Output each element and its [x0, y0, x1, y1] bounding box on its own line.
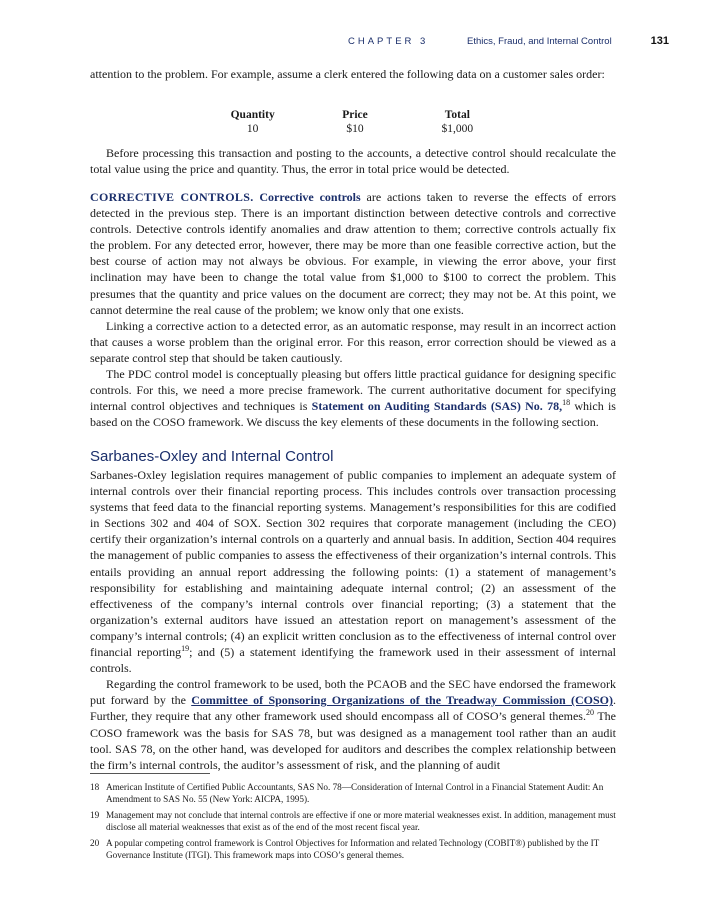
footnote-number: 19: [90, 809, 100, 820]
sas78-term: Statement on Auditing Standards (SAS) No. 78,: [311, 399, 563, 414]
footnote-19: [90, 809, 618, 834]
sales-order-table: [210, 108, 500, 136]
detective-text: Before processing this transaction and posting to the accounts, a detective control should recalculate the total value using the price and quantity. Thus, the error in total price would be detected.: [90, 146, 616, 177]
intro-paragraph: [90, 66, 616, 82]
header-total: Total: [444, 109, 470, 121]
sox-p2-text-b: . Further, they require that any other framework used should encompass all of COSO’s general themes.: [90, 693, 616, 724]
corrective-term: Corrective controls: [259, 190, 361, 204]
corrective-p1-text: are actions taken to reverse the effects of errors detected in the previous step. There is an important distinction between detective controls and corrective controls. Detective controls identify anomalies and draw attention to them; corrective controls actually fix the problem. For any detected error, however, there may be more than one feasible corrective action, but the best course of action may not always be obvious. For example, in viewing the error above, your first inclination may have been to change the total value from $1,000 to $100 to correct the problem. This presumes that the quantity and price values on the document are correct; they may not be. At this point, we cannot determine the real cause of the problem; we know only that one exists.: [90, 190, 617, 317]
footnote-text: A popular competing control framework is Control Objectives for Information and related Technology (COBIT®) published by the IT Governance Institute (ITGI). This framework maps into COSO’s general themes.: [106, 837, 600, 861]
footnote-number: 20: [90, 837, 100, 848]
footnote-text: Management may not conclude that internal controls are effective if one or more material weaknesses exist. In addition, management must disclose all material weaknesses that exist as of the end of the most recent fiscal year.: [106, 809, 616, 833]
header-quantity: Quantity: [230, 109, 275, 121]
corrective-paragraph-3: [90, 366, 616, 430]
header-price: Price: [342, 109, 368, 121]
sox-p1-text-b: ; and (5) a statement identifying the framework used in their assessment of internal controls.: [90, 645, 616, 676]
table-header-row: [210, 108, 500, 122]
coso-term: Committee of Sponsoring Organizations of the Treadway Commission (COSO): [191, 693, 613, 708]
sox-p1-text-a: Sarbanes-Oxley legislation requires management of public companies to implement an adequate system of internal controls over their financial reporting process. This includes controls over transaction processing systems that feed data to the financial reporting systems. Management’s responsibilities for this are codified in Sections 302 and 404 of SOX. Section 302 requires that corporate management (including the CEO) certify their organization’s internal controls on a quarterly and annual basis. In addition, Section 404 requires the management of public companies to assess the effectiveness of their organization’s internal controls. This entails providing an annual report addressing the following points: (1) a statement of management’s responsibility for establishing and maintaining adequate internal control; (2) an assessment of the effectiveness of the company’s internal controls over financial reporting; (3) a statement that the organization’s external auditors have issued an attestation report on management’s assessment of the company’s internal controls; (4) an explicit written conclusion as to the effectiveness of internal control over financial reporting: [90, 468, 616, 660]
chapter-title: Ethics, Fraud, and Internal Control: [467, 36, 612, 47]
footnote-ref-18: 18: [562, 398, 571, 408]
corrective-paragraph-1: [90, 189, 616, 318]
cell-price: $10: [346, 123, 364, 135]
footnotes: [90, 781, 618, 864]
section-heading-sox: Sarbanes-Oxley and Internal Control: [90, 448, 334, 465]
sox-paragraph-2: [90, 676, 616, 773]
cell-total: $1,000: [441, 123, 474, 135]
cell-quantity: 10: [246, 123, 259, 135]
page-number: 131: [650, 35, 669, 47]
detective-paragraph: [90, 145, 616, 177]
corrective-paragraph-2: Linking a corrective action to a detected error, as an automatic response, may result in an incorrect action that causes a worse problem than the original error. For this reason, error correction should be viewed as a separate control step that should be taken cautiously.: [90, 318, 616, 365]
running-head: [90, 36, 669, 50]
footnote-20: [90, 837, 618, 862]
footnote-18: [90, 781, 618, 806]
intro-text: attention to the problem. For example, assume a clerk entered the following data on a customer sales order:: [90, 67, 605, 81]
footnote-number: 18: [90, 782, 100, 792]
table-row: [210, 122, 500, 136]
footnote-ref-20: 20: [585, 708, 594, 718]
pdc-text-b: which is based on the COSO framework. We discuss the key elements of these documents in the following section.: [90, 399, 616, 430]
sox-section-body: [90, 467, 616, 773]
footnote-text: American Institute of Certified Public Accountants, SAS No. 78—Consideration of Internal Control in a Financial Statement Audit: An Amendment to SAS No. 55 (New York: AICPA, 1995).: [106, 782, 604, 805]
chapter-label: CHAPTER 3: [348, 36, 429, 47]
footnote-ref-19: 19: [181, 644, 190, 654]
corrective-controls-section: [90, 189, 616, 430]
footnote-divider: [90, 773, 210, 774]
sox-paragraph-1: [90, 467, 616, 676]
sox-p2-text-a: Regarding the control framework to be used, both the PCAOB and the SEC have endorsed the framework put forward by the: [90, 677, 616, 708]
corrective-heading: CORRECTIVE CONTROLS.: [90, 190, 254, 204]
pdc-text-a: The PDC control model is conceptually pleasing but offers little practical guidance for designing specific controls. For this, we need a more precise framework. The current authoritative document for specifying internal control objectives and techniques is: [90, 367, 616, 414]
sox-p2-text-c: The COSO framework was the basis for SAS 78, but was designed as a management tool rather than an audit tool. SAS 78, on the other hand, was developed for auditors and describes the complex relationship between the firm’s internal controls, the auditor’s assessment of risk, and the planning of audit: [90, 709, 616, 772]
